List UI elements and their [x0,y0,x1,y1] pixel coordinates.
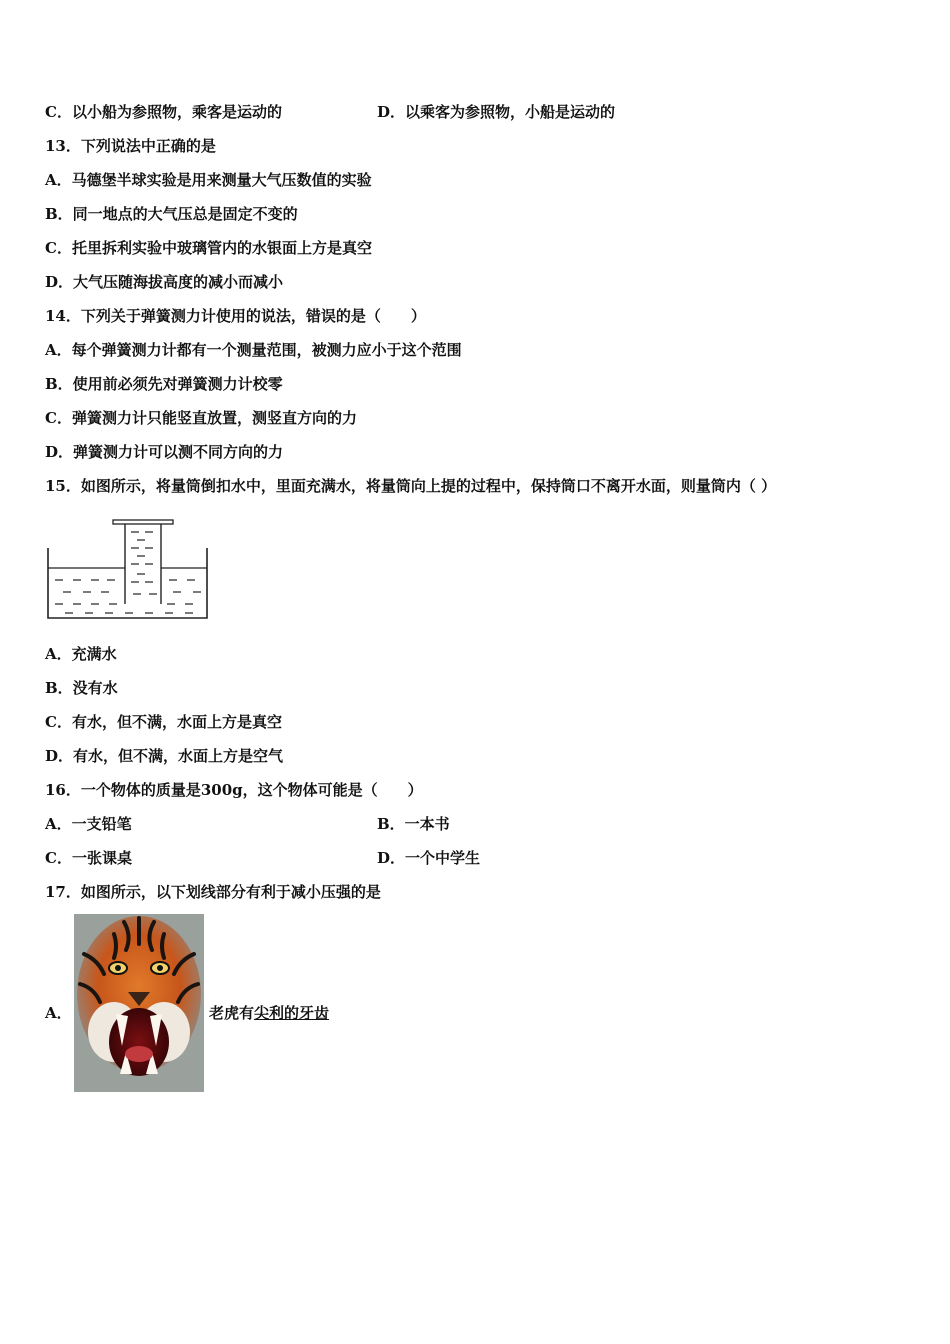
q16-option-c: C．一张课桌 [45,849,132,867]
q15-option-c: C．有水，但不满，水面上方是真空 [45,713,282,731]
q17-caption-prefix: 老虎有 [209,1004,255,1022]
q12-option-c: C．以小船为参照物，乘客是运动的 [45,103,282,121]
q17-option-a-caption [209,1003,329,1023]
inverted-cylinder-figure [45,518,210,622]
q13-option-d: D．大气压随海拔高度的减小而减小 [45,273,284,291]
q15-stem: 15．如图所示，将量筒倒扣水中，里面充满水，将量筒向上提的过程中，保持筒口不离开水面，则量筒内（ ） [45,477,777,495]
q16-option-a: A．一支铅笔 [45,815,132,833]
q13-option-a: A．马德堡半球实验是用来测量大气压数值的实验 [45,171,372,189]
q17-caption-underlined: 尖利的牙齿 [254,1004,330,1022]
q14-option-d: D．弹簧测力计可以测不同方向的力 [45,443,284,461]
tiger-image [74,914,204,1092]
q14-option-a: A．每个弹簧测力计都有一个测量范围，被测力应小于这个范围 [45,341,462,359]
q12-option-d: D．以乘客为参照物，小船是运动的 [377,103,616,121]
q17-option-a-letter: A． [45,1004,72,1022]
q13-option-b: B．同一地点的大气压总是固定不变的 [45,205,298,223]
q16-stem: 16．一个物体的质量是300g，这个物体可能是（ ） [45,781,423,799]
q15-option-b: B．没有水 [45,679,118,697]
q13-stem: 13．下列说法中正确的是 [45,137,216,155]
q16-option-b: B．一本书 [377,815,450,833]
q14-option-b: B．使用前必须先对弹簧测力计校零 [45,375,283,393]
q17-stem: 17．如图所示，以下划线部分有利于减小压强的是 [45,883,381,901]
q14-stem: 14．下列关于弹簧测力计使用的说法，错误的是（ ） [45,307,426,325]
q14-option-c: C．弹簧测力计只能竖直放置，测竖直方向的力 [45,409,357,427]
q13-option-c: C．托里拆利实验中玻璃管内的水银面上方是真空 [45,239,372,257]
q16-option-d: D．一个中学生 [377,849,481,867]
q15-option-a: A．充满水 [45,645,117,663]
q15-option-d: D．有水，但不满，水面上方是空气 [45,747,284,765]
